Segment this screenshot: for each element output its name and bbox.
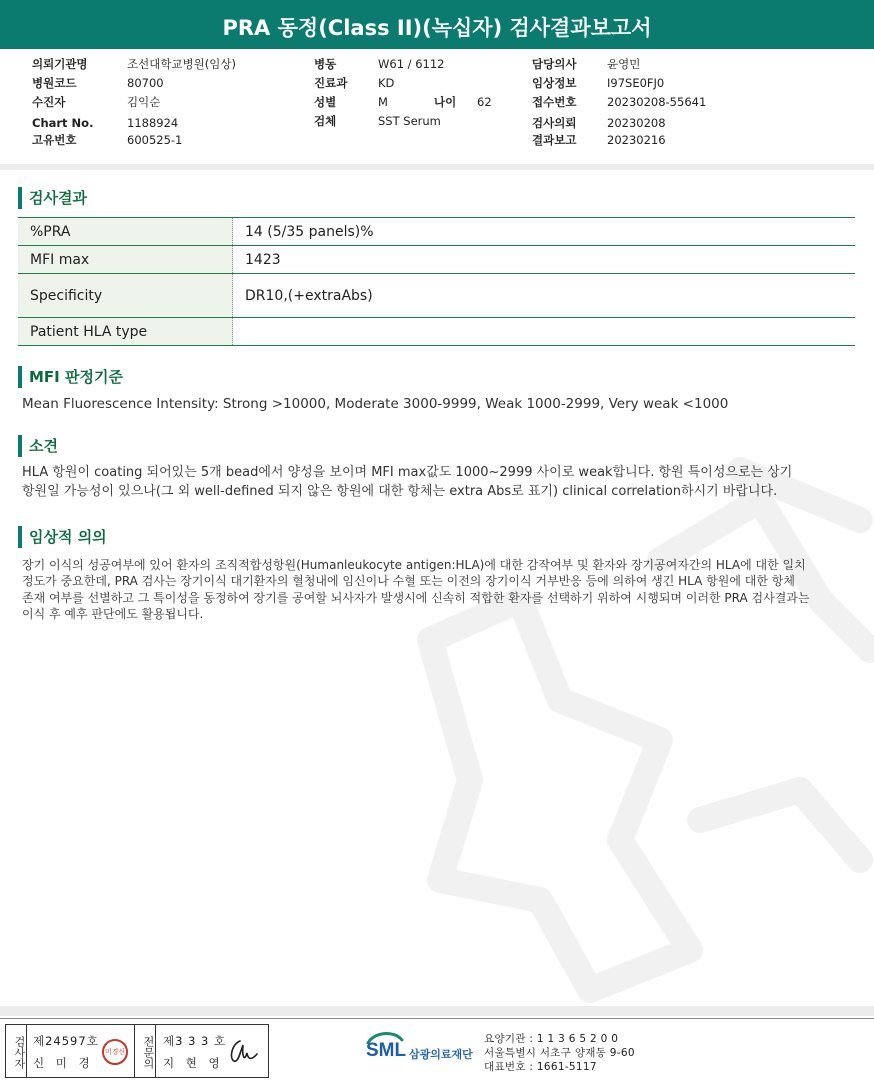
clinical-line-1: 장기 이식의 성공여부에 있어 환자의 조직적합성항원(Humanleukocyte antigen:HLA)에 대한 감작여부 및 환자와 장기공여자간의 HLA에 대한 일치 bbox=[22, 558, 806, 572]
clinical-line-3: 존재 여부를 선별하고 그 특이성을 동정하여 장기를 공여할 뇌사자가 발생시에 신속히 적합한 환자를 선택하기 위하여 시행되며 이러한 PRA 검사결과는 bbox=[22, 591, 810, 605]
clinical-section-title: 임상적 의의 bbox=[18, 526, 107, 548]
header-divider bbox=[0, 164, 874, 170]
label-test-request: 검사의뢰 bbox=[532, 116, 577, 130]
title-rule bbox=[0, 47, 874, 49]
org-line-1: 요양기관 : 1 1 3 6 5 2 0 0 bbox=[484, 1033, 619, 1045]
label-patient: 수진자 bbox=[32, 95, 66, 109]
report-title: PRA 동정(Class II)(녹십자) 검사결과보고서 bbox=[0, 0, 874, 47]
value-sex: M bbox=[378, 95, 388, 109]
mfi-criteria-text: Mean Fluorescence Intensity: Strong >10000, Moderate 3000-9999, Weak 1000-2999, Very weak <1000 bbox=[22, 396, 729, 412]
tester-label: 검사자 bbox=[6, 1025, 27, 1078]
value-result-report: 20230216 bbox=[607, 133, 666, 147]
tester-stamp: 미경신 bbox=[102, 1039, 128, 1065]
label-age: 나이 bbox=[434, 95, 457, 109]
opinion-section-title: 소견 bbox=[18, 435, 58, 457]
table-row bbox=[18, 274, 855, 318]
reviewer-signature bbox=[226, 1035, 260, 1069]
value-hospital-code: 80700 bbox=[127, 76, 164, 90]
label-sex: 성별 bbox=[314, 95, 337, 109]
clinical-line-2: 정도가 중요한데, PRA 검사는 장기이식 대기환자의 혈청내에 임신이나 수혈 또는 이전의 장기이식 거부반응 등에 의하여 생긴 HLA 항원에 대한 항체 bbox=[22, 574, 795, 588]
label-hospital-code: 병원코드 bbox=[32, 76, 77, 90]
table-row bbox=[18, 246, 855, 274]
header-col3 bbox=[532, 56, 832, 156]
results-section-title: 검사결과 bbox=[18, 187, 87, 209]
row-value-hla-type bbox=[233, 318, 856, 346]
label-requester: 의뢰기관명 bbox=[32, 57, 88, 71]
org-line-3: 대표번호 : 1661-5117 bbox=[484, 1061, 597, 1073]
label-chart-no: Chart No. bbox=[32, 116, 94, 130]
value-department: KD bbox=[378, 76, 395, 90]
row-value-specificity: DR10,(+extraAbs) bbox=[233, 274, 856, 318]
reviewer-label: 전문의 bbox=[135, 1025, 156, 1078]
table-row bbox=[18, 318, 855, 346]
value-specimen: SST Serum bbox=[378, 114, 441, 128]
value-chart-no: 1188924 bbox=[127, 116, 179, 130]
value-receipt-no: 20230208-55641 bbox=[607, 95, 707, 109]
table-row bbox=[18, 218, 855, 246]
reviewer-license-no: 제3 3 3 호 bbox=[163, 1034, 227, 1048]
org-name: 삼광의료재단 bbox=[409, 1048, 473, 1061]
label-unique-no: 고유번호 bbox=[32, 133, 77, 147]
header-col1 bbox=[32, 56, 292, 156]
value-clinical-info: I97SE0FJ0 bbox=[607, 76, 665, 90]
opinion-line-2: 항원일 가능성이 있으나(그 외 well-defined 되지 않은 항원에 대한 항체는 extra Abs로 표기) clinical correlation하시기 바랍니다. bbox=[22, 484, 778, 499]
mfi-section-title: MFI 판정기준 bbox=[18, 366, 123, 388]
value-test-request: 20230208 bbox=[607, 116, 666, 130]
row-key-mfi-max: MFI max bbox=[18, 246, 233, 274]
label-receipt-no: 접수번호 bbox=[532, 95, 577, 109]
value-unique-no: 600525-1 bbox=[127, 133, 183, 147]
signature-box bbox=[5, 1024, 269, 1078]
value-patient: 김익순 bbox=[127, 95, 161, 109]
label-department: 진료과 bbox=[314, 76, 348, 90]
label-clinical-info: 임상정보 bbox=[532, 76, 577, 90]
value-ward: W61 / 6112 bbox=[378, 57, 445, 71]
label-specimen: 검체 bbox=[314, 114, 337, 128]
value-age: 62 bbox=[477, 95, 492, 109]
sml-logo bbox=[366, 1030, 476, 1070]
reviewer-name: 지 현 영 bbox=[163, 1056, 224, 1070]
footer-band bbox=[0, 1006, 874, 1016]
clinical-line-4: 이식 후 예후 판단에도 활용됩니다. bbox=[22, 607, 204, 621]
row-key-pra: %PRA bbox=[18, 218, 233, 246]
label-result-report: 결과보고 bbox=[532, 133, 577, 147]
row-value-mfi-max: 1423 bbox=[233, 246, 856, 274]
tester-license-no: 제24597호 bbox=[33, 1034, 99, 1048]
label-doctor: 담당의사 bbox=[532, 57, 577, 71]
row-key-specificity: Specificity bbox=[18, 274, 233, 318]
header-col2 bbox=[314, 56, 514, 156]
org-line-2: 서울특별시 서초구 양재동 9-60 bbox=[484, 1047, 635, 1059]
label-ward: 병동 bbox=[314, 57, 337, 71]
row-value-pra: 14 (5/35 panels)% bbox=[233, 218, 856, 246]
opinion-line-1: HLA 항원이 coating 되어있는 5개 bead에서 양성을 보이며 MFI max값도 1000~2999 사이로 weak합니다. 항원 특이성으로는 상기 bbox=[22, 465, 793, 480]
sml-logo-text: SML bbox=[366, 1040, 407, 1061]
row-key-hla-type: Patient HLA type bbox=[18, 318, 233, 346]
value-requester: 조선대학교병원(임상) bbox=[127, 57, 236, 71]
footer-rule bbox=[0, 1018, 874, 1019]
value-doctor: 윤영민 bbox=[607, 57, 641, 71]
results-table bbox=[18, 217, 855, 346]
tester-name: 신 미 경 bbox=[33, 1056, 94, 1070]
